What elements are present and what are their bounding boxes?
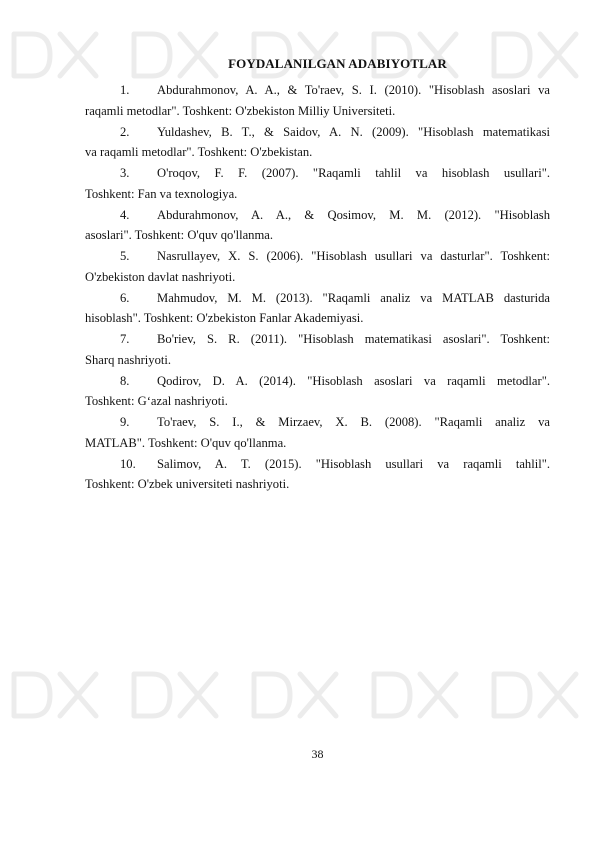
reference-item xyxy=(85,80,550,121)
reference-number: 2. xyxy=(120,124,130,139)
page-title: FOYDALANILGAN ADABIYOTLAR xyxy=(228,56,447,71)
reference-item xyxy=(85,246,550,287)
reference-first-line xyxy=(85,122,550,143)
reference-text-continuation: Toshkent: Fan va texnologiya. xyxy=(85,186,238,201)
reference-item xyxy=(85,371,550,412)
reference-first-line xyxy=(85,163,550,184)
reference-item xyxy=(85,329,550,370)
reference-text-continuation: va raqamli metodlar". Toshkent: O'zbekistan. xyxy=(85,145,313,159)
reference-text-continuation: O'zbekiston davlat nashriyoti. xyxy=(85,269,236,284)
reference-text-continuation: raqamli metodlar". Toshkent: O'zbekiston Milliy Universiteti. xyxy=(85,103,396,118)
reference-first-line xyxy=(85,205,550,226)
reference-number: 7. xyxy=(120,332,130,346)
reference-item xyxy=(85,412,550,453)
reference-text-continuation: MATLAB". Toshkent: O'quv qo'llanma. xyxy=(85,435,287,450)
reference-item xyxy=(85,288,550,329)
reference-text-continuation: asoslari". Toshkent: O'quv qo'llanma. xyxy=(85,228,274,242)
reference-text-line1: Abdurahmonov, A. A., & Qosimov, M. M. (2012). "Hisoblash xyxy=(157,207,550,222)
reference-first-line xyxy=(85,371,550,392)
reference-number: 8. xyxy=(120,373,130,388)
reference-text-continuation: Toshkent: G‘azal nashriyoti. xyxy=(85,394,228,408)
reference-text-line1: O'roqov, F. F. (2007). "Raqamli tahlil va hisoblash usullari". xyxy=(157,166,550,180)
reference-number: 1. xyxy=(120,83,130,97)
reference-item xyxy=(85,454,550,495)
reference-item xyxy=(85,163,550,204)
reference-list xyxy=(85,80,550,495)
reference-text-line1: Bo'riev, S. R. (2011). "Hisoblash matematikasi asoslari". Toshkent: xyxy=(157,332,550,346)
reference-text-line1: To'raev, S. I., & Mirzaev, X. B. (2008). "Raqamli analiz va xyxy=(157,415,550,429)
reference-text-line1: Mahmudov, M. M. (2013). "Raqamli analiz va MATLAB dasturida xyxy=(157,290,550,305)
reference-text-continuation: Sharq nashriyoti. xyxy=(85,352,172,367)
reference-number: 6. xyxy=(120,290,130,305)
reference-text-line1: Salimov, A. T. (2015). "Hisoblash usullari va raqamli tahlil". xyxy=(157,456,550,471)
reference-item xyxy=(85,122,550,163)
reference-text-line1: Abdurahmonov, A. A., & To'raev, S. I. (2010). "Hisoblash asoslari va xyxy=(157,83,550,97)
reference-first-line xyxy=(85,80,550,101)
reference-number: 10. xyxy=(120,456,136,471)
page-number: 38 xyxy=(311,747,324,761)
reference-number: 3. xyxy=(120,166,130,180)
reference-first-line xyxy=(85,454,550,475)
reference-first-line xyxy=(85,412,550,433)
reference-item xyxy=(85,205,550,246)
reference-text-line1: Nasrullayev, X. S. (2006). "Hisoblash usullari va dasturlar". Toshkent: xyxy=(157,249,550,263)
reference-text-line1: Qodirov, D. A. (2014). "Hisoblash asoslari va raqamli metodlar". xyxy=(157,373,550,388)
reference-text-continuation: hisoblash". Toshkent: O'zbekiston Fanlar Akademiyasi. xyxy=(85,311,364,325)
reference-first-line xyxy=(85,246,550,267)
reference-number: 5. xyxy=(120,249,130,263)
reference-first-line xyxy=(85,288,550,309)
reference-number: 4. xyxy=(120,207,130,222)
reference-text-line1: Yuldashev, B. T., & Saidov, A. N. (2009). "Hisoblash matematikasi xyxy=(157,124,550,139)
reference-first-line xyxy=(85,329,550,350)
reference-text-continuation: Toshkent: O'zbek universiteti nashriyoti. xyxy=(85,477,290,491)
reference-number: 9. xyxy=(120,415,130,429)
